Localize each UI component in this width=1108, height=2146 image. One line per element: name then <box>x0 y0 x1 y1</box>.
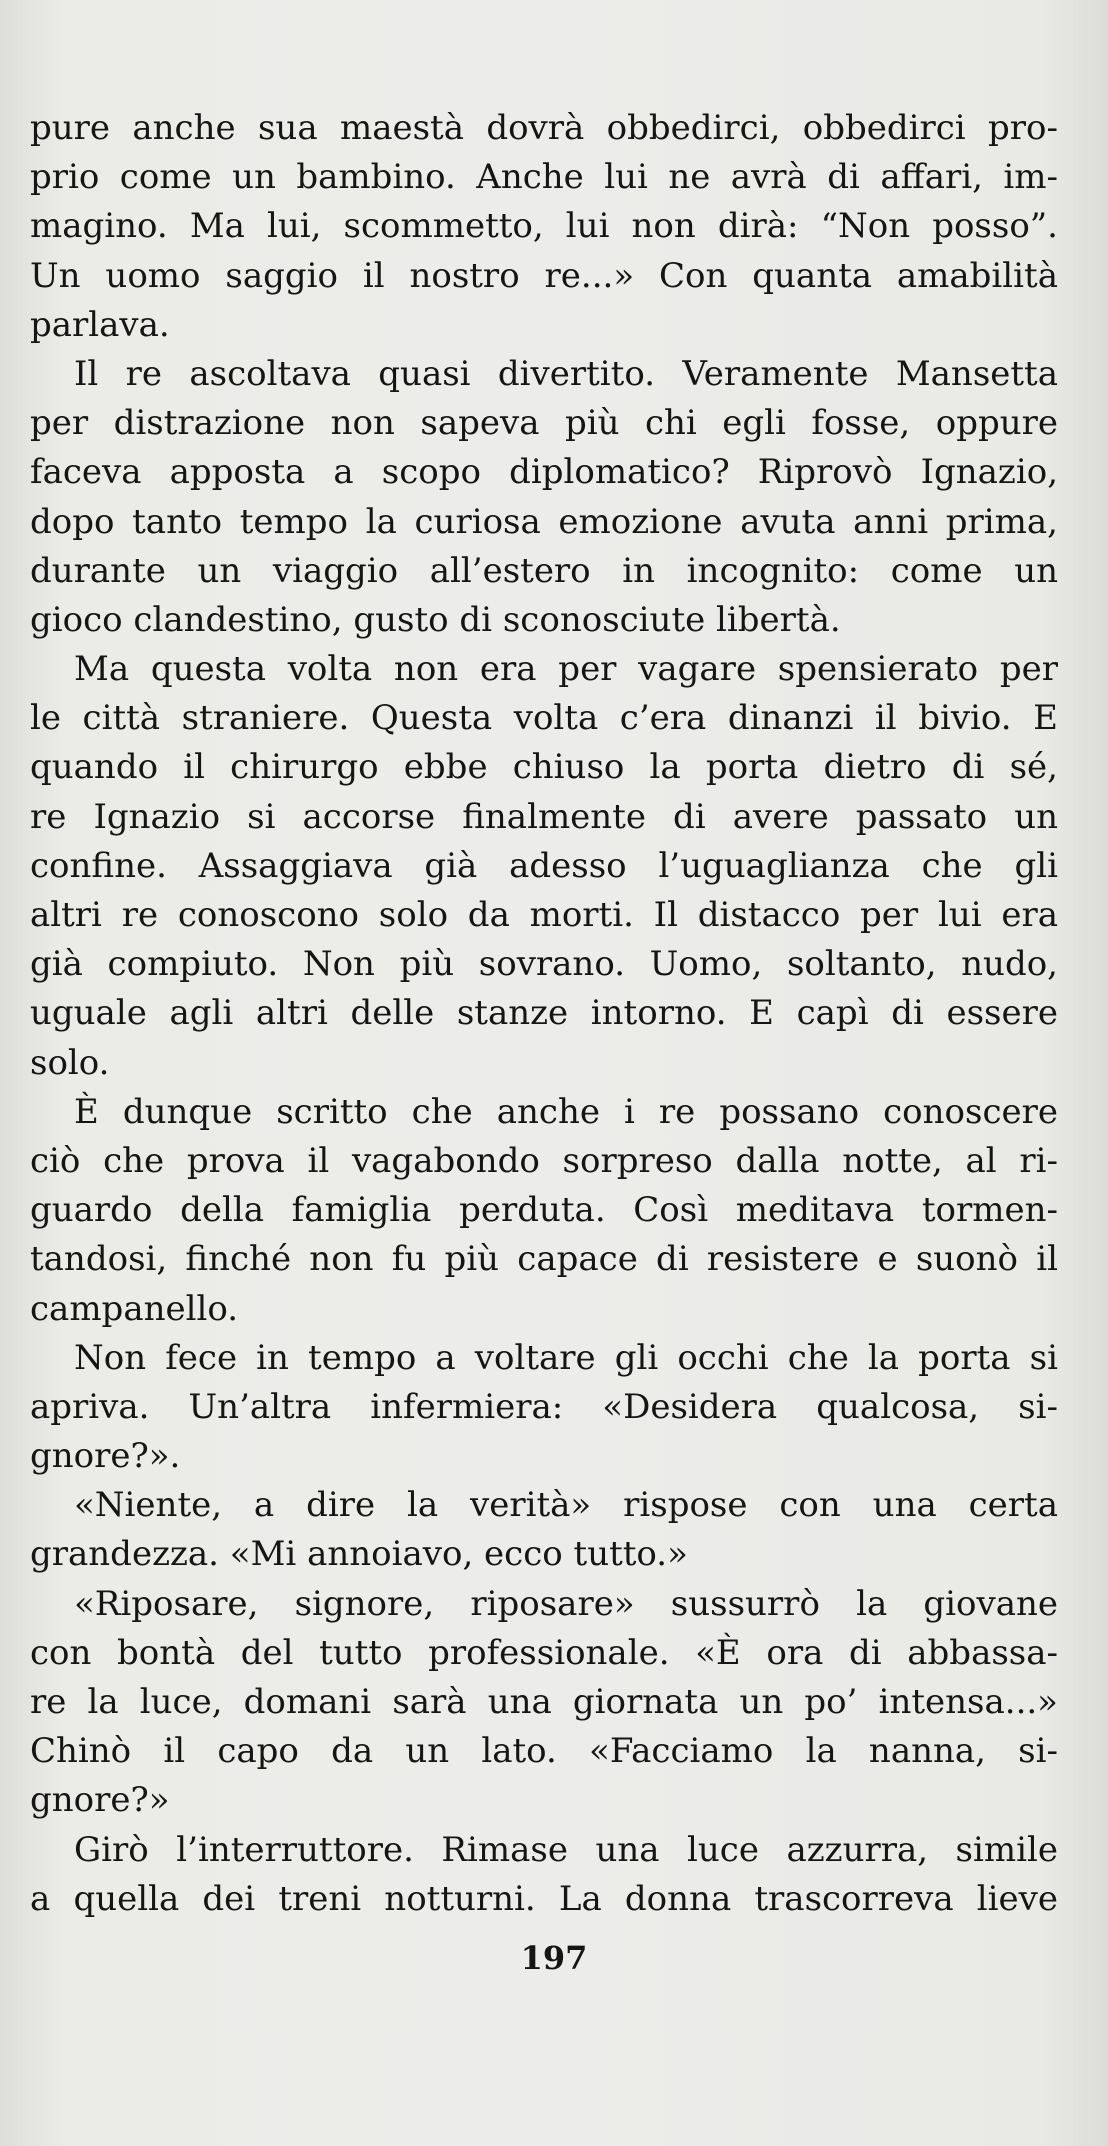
text-line: magino. Ma lui, scommetto, lui non dirà: “Non posso”. <box>30 206 1058 247</box>
text-line: pure anche sua maestà dovrà obbedirci, obbedirci pro- <box>30 108 1058 148</box>
text-line: «Niente, a dire la verità» rispose con una certa <box>74 1485 1058 1526</box>
text-line: per distrazione non sapeva più chi egli fosse, oppure <box>30 403 1058 444</box>
text-line: durante un viaggio all’estero in incognito: come un <box>30 550 1058 591</box>
text-line: con bontà del tutto professionale. «È ora di abbassa- <box>30 1632 1058 1673</box>
text-line: faceva apposta a scopo diplomatico? Riprovò Ignazio, <box>30 452 1058 493</box>
text-line: Chinò il capo da un lato. «Facciamo la nanna, si- <box>30 1731 1058 1772</box>
text-line: parlava. <box>30 304 170 345</box>
text-line: guardo della famiglia perduta. Così meditava tormen- <box>30 1190 1058 1231</box>
text-line: grandezza. «Mi annoiavo, ecco tutto.» <box>30 1534 688 1575</box>
text-line: re la luce, domani sarà una giornata un po’ intensa...» <box>30 1682 1058 1722</box>
text-line: quando il chirurgo ebbe chiuso la porta dietro di sé, <box>30 747 1058 788</box>
page-number: 197 <box>520 1939 588 1977</box>
body-text <box>30 104 1058 1924</box>
text-line: Il re ascoltava quasi divertito. Veramente Mansetta <box>74 353 1058 394</box>
text-line: gnore?». <box>30 1436 181 1477</box>
text-line: già compiuto. Non più sovrano. Uomo, soltanto, nudo, <box>30 944 1058 985</box>
text-line: ciò che prova il vagabondo sorpreso dalla notte, al ri- <box>30 1140 1058 1181</box>
text-line: campanello. <box>30 1288 239 1329</box>
text-line: È dunque scritto che anche i re possano conoscere <box>74 1091 1058 1132</box>
text-line: Girò l’interruttore. Rimase una luce azzurra, simile <box>74 1829 1058 1870</box>
text-line: Non fece in tempo a voltare gli occhi che la porta si <box>74 1337 1058 1378</box>
text-line: re Ignazio si accorse finalmente di avere passato un <box>30 796 1058 837</box>
text-line: tandosi, finché non fu più capace di resistere e suonò il <box>30 1239 1058 1280</box>
text-line: Un uomo saggio il nostro re...» Con quanta amabilità <box>30 255 1058 296</box>
text-line: altri re conoscono solo da morti. Il distacco per lui era <box>30 895 1058 935</box>
text-line: gnore?» <box>30 1780 170 1821</box>
text-line: dopo tanto tempo la curiosa emozione avuta anni prima, <box>30 501 1058 542</box>
text-line: confine. Assaggiava già adesso l’uguaglianza che gli <box>30 845 1058 886</box>
text-line: gioco clandestino, gusto di sconosciute libertà. <box>30 599 841 640</box>
text-line: «Riposare, signore, riposare» sussurrò la giovane <box>74 1583 1058 1624</box>
text-line: le città straniere. Questa volta c’era dinanzi il bivio. E <box>30 698 1058 739</box>
text-line: Ma questa volta non era per vagare spensierato per <box>74 649 1058 690</box>
text-line: prio come un bambino. Anche lui ne avrà di affari, im- <box>30 157 1058 198</box>
text-line: uguale agli altri delle stanze intorno. E capì di essere <box>30 993 1058 1034</box>
text-line: a quella dei treni notturni. La donna trascorreva lieve <box>30 1878 1058 1919</box>
text-line: solo. <box>30 1042 110 1083</box>
text-line: apriva. Un’altra infermiera: «Desidera qualcosa, si- <box>30 1386 1058 1427</box>
